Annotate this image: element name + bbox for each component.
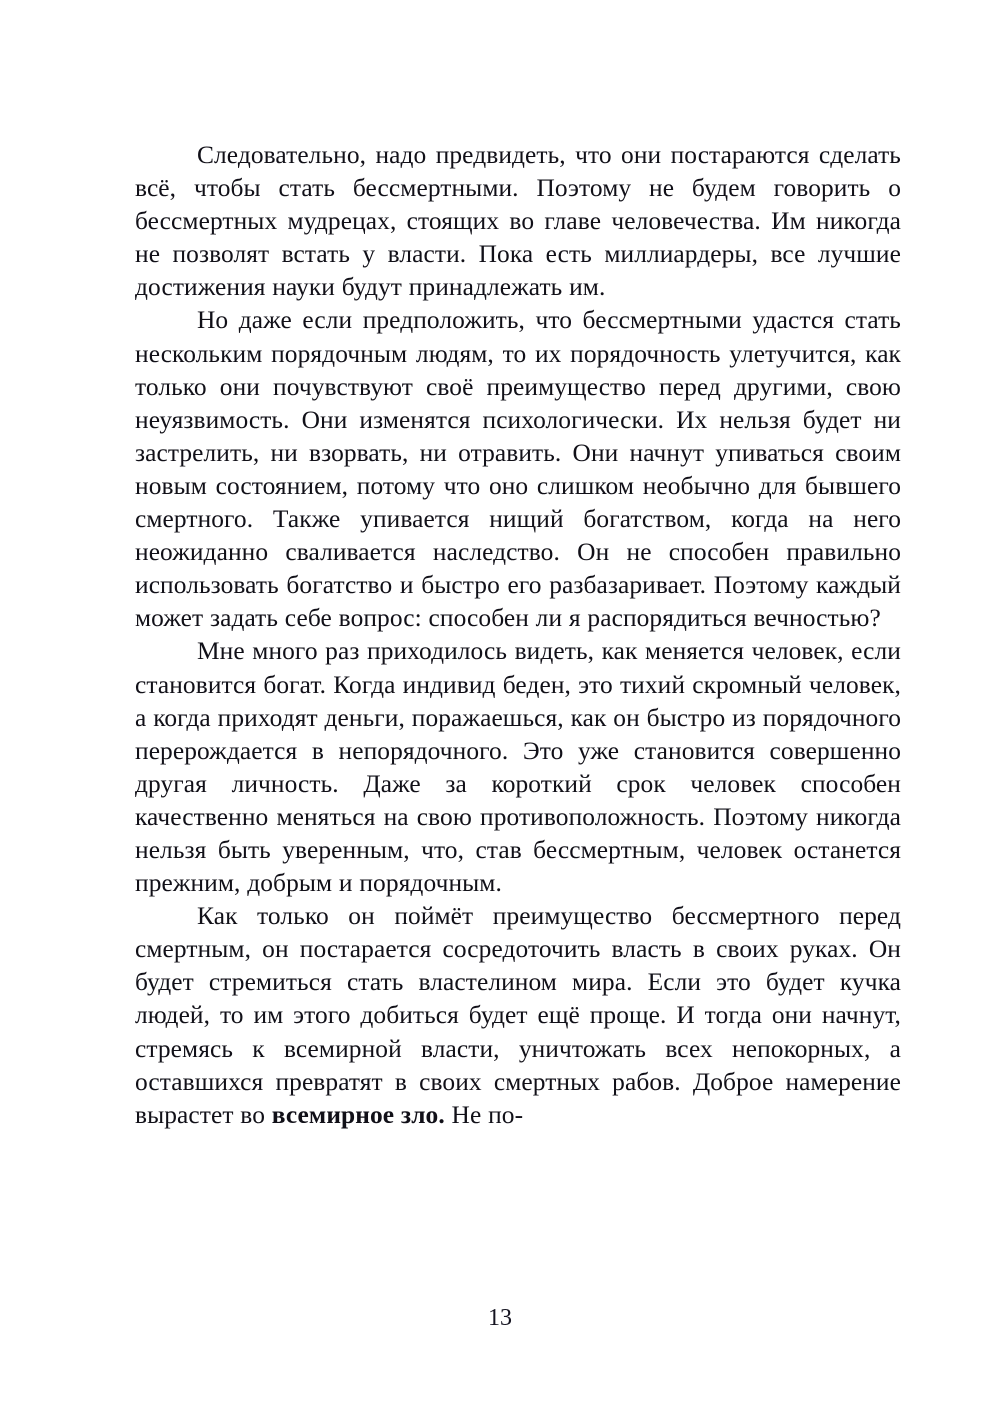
page-text-block [135,139,901,1132]
paragraph-4-run-normal-end: Не по- [444,1100,524,1129]
paragraph-4-emphasis-vsemirnoe-zlo: всемирное зло. [271,1100,445,1129]
paragraph-4-run-normal-start: Как только он поймёт преимущество бессмертного перед смертным, он постарается сосредоточить власть в своих руках. Он будет стремиться стать властелином мира. Если это будет кучка людей, то им этого добиться будет ещё проще. И тогда они начнут, стремясь к всемирной власти, уничтожать всех непокорных, а оставшихся превратят в своих смертных рабов. Доброе намерение вырастет во [135,902,901,1129]
paragraph-1: Следовательно, надо предвидеть, что они постараются сделать всё, чтобы стать бессмертными. Поэтому не будем говорить о бессмертных мудрецах, стоящих во главе человечества. Им никогда не позволят встать у власти. Пока есть миллиардеры, все лучшие достижения науки будут принадлежать им. [135,141,901,302]
paragraph-2: Но даже если предположить, что бессмертными удастся стать нескольким порядочным людям, то их порядочность улетучится, как только они почувствуют своё преимущество перед другими, свою неуязвимость. Они изменятся психологически. Их нельзя будет ни застрелить, ни взорвать, ни отравить. Они начнут упиваться своим новым состоянием, потому что оно слишком необычно для бывшего смертного. Также упивается нищий богатством, когда на него неожиданно сваливается наследство. Он не способен правильно использовать богатство и быстро его разбазаривает. Поэтому каждый может задать себе вопрос: способен ли я распорядиться вечностью? [135,306,901,633]
page-number: 13 [488,1305,512,1331]
paragraph-4 [135,900,901,1132]
paragraph-3: Мне много раз приходилось видеть, как меняется человек, если становится богат. Когда индивид беден, это тихий скромный человек, а когда приходят деньги, поражаешься, как он быстро из порядочного перерождается в непорядочного. Это уже становится совершенно другая личность. Даже за короткий срок человек способен качественно меняться на свою противоположность. Поэтому никогда нельзя быть уверенным, что, став бессмертным, человек останется прежним, добрым и порядочным. [135,637,901,898]
